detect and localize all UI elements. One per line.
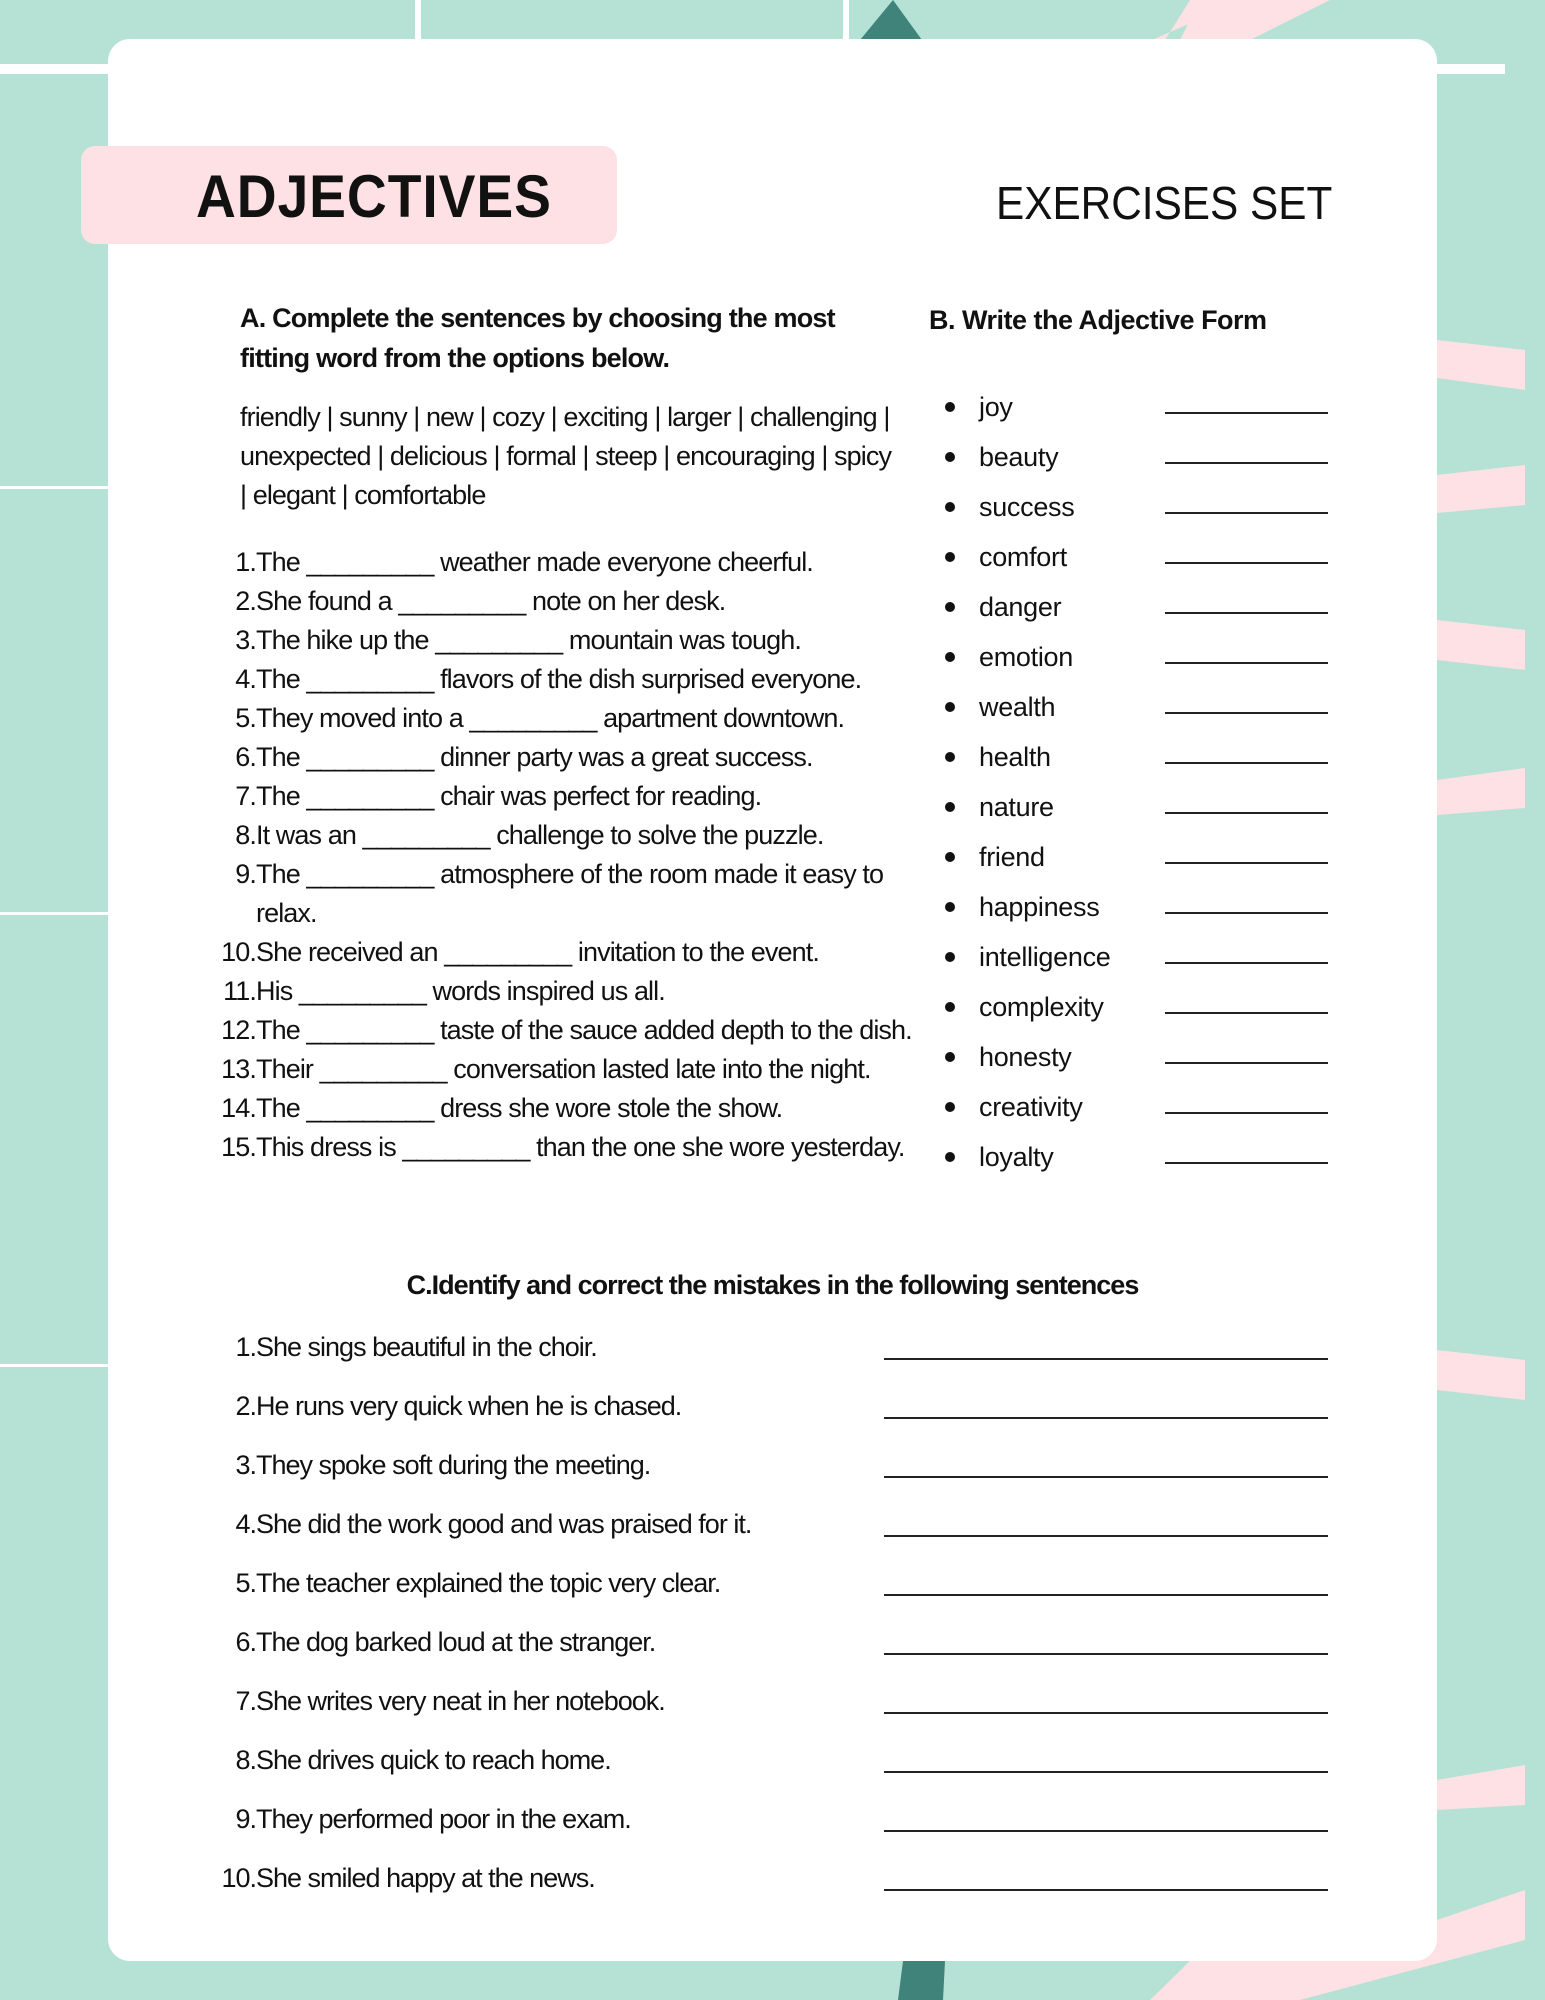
list-item xyxy=(206,855,916,933)
section-c-list xyxy=(210,1318,1328,1908)
noun-word: emotion xyxy=(979,641,1073,672)
bullet-icon xyxy=(945,702,955,712)
item-number: 14. xyxy=(221,1093,256,1123)
noun-word: happiness xyxy=(979,891,1100,922)
answer-line[interactable] xyxy=(884,1535,1328,1537)
item-text: The teacher explained the topic very clear. xyxy=(256,1568,721,1598)
answer-line[interactable] xyxy=(884,1476,1328,1478)
bullet-icon xyxy=(945,502,955,512)
item-number: 15. xyxy=(221,1132,256,1162)
list-item xyxy=(942,1082,1328,1132)
list-item xyxy=(206,582,916,621)
answer-line[interactable] xyxy=(884,1771,1328,1773)
item-number: 1. xyxy=(235,547,256,577)
list-item xyxy=(210,1790,1328,1849)
answer-line[interactable] xyxy=(1165,1062,1328,1064)
item-number: 11. xyxy=(223,976,256,1006)
list-item xyxy=(942,882,1328,932)
item-text: The hike up the _________ mountain was tough. xyxy=(256,625,801,655)
item-text: The _________ dress she wore stole the show. xyxy=(256,1093,783,1123)
item-number: 13. xyxy=(221,1054,256,1084)
noun-word: joy xyxy=(979,391,1013,422)
answer-line[interactable] xyxy=(1165,462,1328,464)
list-item xyxy=(942,482,1328,532)
answer-line[interactable] xyxy=(1165,412,1328,414)
bullet-icon xyxy=(945,1152,955,1162)
answer-line[interactable] xyxy=(884,1653,1328,1655)
item-text: This dress is _________ than the one she wore yesterday. xyxy=(256,1132,905,1162)
list-item xyxy=(206,1011,916,1050)
noun-word: wealth xyxy=(979,691,1056,722)
list-item xyxy=(942,782,1328,832)
page-title: ADJECTIVES xyxy=(196,163,552,230)
page-subtitle: EXERCISES SET xyxy=(996,177,1333,229)
list-item xyxy=(942,432,1328,482)
answer-line[interactable] xyxy=(1165,912,1328,914)
noun-word: health xyxy=(979,741,1051,772)
item-number: 5. xyxy=(235,703,256,733)
list-item xyxy=(942,582,1328,632)
list-item xyxy=(210,1613,1328,1672)
item-number: 7. xyxy=(235,781,256,811)
noun-word: danger xyxy=(979,591,1062,622)
item-number: 1. xyxy=(235,1332,256,1362)
item-text: She sings beautiful in the choir. xyxy=(256,1332,597,1362)
bullet-icon xyxy=(945,952,955,962)
item-text: He runs very quick when he is chased. xyxy=(256,1391,682,1421)
list-item xyxy=(210,1318,1328,1377)
item-number: 10. xyxy=(221,1863,256,1893)
noun-word: success xyxy=(979,491,1075,522)
item-number: 3. xyxy=(235,1450,256,1480)
item-number: 4. xyxy=(235,1509,256,1539)
item-text: The _________ chair was perfect for reading. xyxy=(256,781,762,811)
section-c-heading: C.Identify and correct the mistakes in the following sentences xyxy=(406,1270,1139,1300)
list-item xyxy=(206,660,916,699)
item-text: Their _________ conversation lasted late into the night. xyxy=(256,1054,871,1084)
item-text: The _________ weather made everyone cheerful. xyxy=(256,547,813,577)
bullet-icon xyxy=(945,852,955,862)
answer-line[interactable] xyxy=(884,1358,1328,1360)
list-item xyxy=(206,543,916,582)
item-text: She writes very neat in her notebook. xyxy=(256,1686,665,1716)
item-number: 5. xyxy=(235,1568,256,1598)
bullet-icon xyxy=(945,1102,955,1112)
answer-line[interactable] xyxy=(1165,662,1328,664)
answer-line[interactable] xyxy=(1165,712,1328,714)
list-item xyxy=(210,1436,1328,1495)
answer-line[interactable] xyxy=(1165,1112,1328,1114)
bullet-icon xyxy=(945,552,955,562)
answer-line[interactable] xyxy=(884,1594,1328,1596)
bullet-icon xyxy=(945,602,955,612)
list-item xyxy=(942,732,1328,782)
answer-line[interactable] xyxy=(1165,1162,1328,1164)
item-number: 6. xyxy=(235,1627,256,1657)
item-number: 9. xyxy=(235,1804,256,1834)
bullet-icon xyxy=(945,452,955,462)
item-number: 9. xyxy=(235,859,256,889)
list-item xyxy=(210,1672,1328,1731)
answer-line[interactable] xyxy=(884,1889,1328,1891)
bullet-icon xyxy=(945,1052,955,1062)
item-text: The _________ taste of the sauce added depth to the dish. xyxy=(256,1015,912,1045)
list-item xyxy=(942,532,1328,582)
item-text: She received an _________ invitation to the event. xyxy=(256,937,819,967)
item-number: 6. xyxy=(235,742,256,772)
item-text: She smiled happy at the news. xyxy=(256,1863,595,1893)
item-text: The _________ atmosphere of the room made it easy to relax. xyxy=(256,859,884,928)
answer-line[interactable] xyxy=(884,1830,1328,1832)
bullet-icon xyxy=(945,652,955,662)
list-item xyxy=(210,1849,1328,1908)
answer-line[interactable] xyxy=(1165,512,1328,514)
list-item xyxy=(942,1132,1328,1182)
list-item xyxy=(942,832,1328,882)
answer-line[interactable] xyxy=(1165,562,1328,564)
item-number: 8. xyxy=(235,820,256,850)
section-a-list xyxy=(206,543,916,1167)
noun-word: friend xyxy=(979,841,1045,872)
item-number: 12. xyxy=(221,1015,256,1045)
item-number: 3. xyxy=(235,625,256,655)
item-text: She did the work good and was praised for it. xyxy=(256,1509,752,1539)
item-text: She found a _________ note on her desk. xyxy=(256,586,726,616)
answer-line[interactable] xyxy=(1165,812,1328,814)
answer-line[interactable] xyxy=(1165,612,1328,614)
noun-word: complexity xyxy=(979,991,1104,1022)
word-bank: friendly | sunny | new | cozy | exciting | larger | challenging | unexpected | delicious | formal | steep | encouraging | spicy | elegant | comfortable xyxy=(240,402,892,510)
list-item xyxy=(206,816,916,855)
list-item xyxy=(206,699,916,738)
list-item xyxy=(210,1495,1328,1554)
bullet-icon xyxy=(945,1002,955,1012)
answer-line[interactable] xyxy=(1165,1012,1328,1014)
noun-word: creativity xyxy=(979,1091,1083,1122)
item-text: It was an _________ challenge to solve the puzzle. xyxy=(256,820,824,850)
item-text: They spoke soft during the meeting. xyxy=(256,1450,651,1480)
list-item xyxy=(206,972,916,1011)
list-item xyxy=(206,777,916,816)
bullet-icon xyxy=(945,802,955,812)
item-number: 4. xyxy=(235,664,256,694)
item-text: She drives quick to reach home. xyxy=(256,1745,611,1775)
answer-line[interactable] xyxy=(884,1712,1328,1714)
list-item xyxy=(206,738,916,777)
item-number: 8. xyxy=(235,1745,256,1775)
item-text: They performed poor in the exam. xyxy=(256,1804,631,1834)
list-item xyxy=(942,632,1328,682)
noun-word: loyalty xyxy=(979,1141,1054,1172)
list-item xyxy=(942,932,1328,982)
item-text: They moved into a _________ apartment downtown. xyxy=(256,703,845,733)
section-b-heading: B. Write the Adjective Form xyxy=(929,305,1267,335)
section-a-heading: A. Complete the sentences by choosing the most fitting word from the options below. xyxy=(240,303,835,373)
list-item xyxy=(206,933,916,972)
noun-word: comfort xyxy=(979,541,1067,572)
list-item xyxy=(942,382,1328,432)
list-item xyxy=(210,1377,1328,1436)
item-text: His _________ words inspired us all. xyxy=(256,976,665,1006)
list-item xyxy=(206,1089,916,1128)
noun-word: nature xyxy=(979,791,1054,822)
list-item xyxy=(206,621,916,660)
bullet-icon xyxy=(945,752,955,762)
list-item xyxy=(210,1554,1328,1613)
bullet-icon xyxy=(945,902,955,912)
bullet-icon xyxy=(945,402,955,412)
item-number: 2. xyxy=(235,586,256,616)
list-item xyxy=(942,682,1328,732)
answer-line[interactable] xyxy=(1165,962,1328,964)
item-number: 2. xyxy=(235,1391,256,1421)
item-text: The _________ flavors of the dish surprised everyone. xyxy=(256,664,862,694)
answer-line[interactable] xyxy=(884,1417,1328,1419)
item-text: The _________ dinner party was a great success. xyxy=(256,742,813,772)
list-item xyxy=(942,982,1328,1032)
list-item xyxy=(210,1731,1328,1790)
list-item xyxy=(206,1128,916,1167)
item-text: The dog barked loud at the stranger. xyxy=(256,1627,656,1657)
noun-word: beauty xyxy=(979,441,1059,472)
list-item xyxy=(206,1050,916,1089)
noun-word: intelligence xyxy=(979,941,1111,972)
noun-word: honesty xyxy=(979,1041,1072,1072)
answer-line[interactable] xyxy=(1165,762,1328,764)
answer-line[interactable] xyxy=(1165,862,1328,864)
item-number: 7. xyxy=(235,1686,256,1716)
item-number: 10. xyxy=(221,937,256,967)
section-b-list xyxy=(942,382,1328,1182)
list-item xyxy=(942,1032,1328,1082)
